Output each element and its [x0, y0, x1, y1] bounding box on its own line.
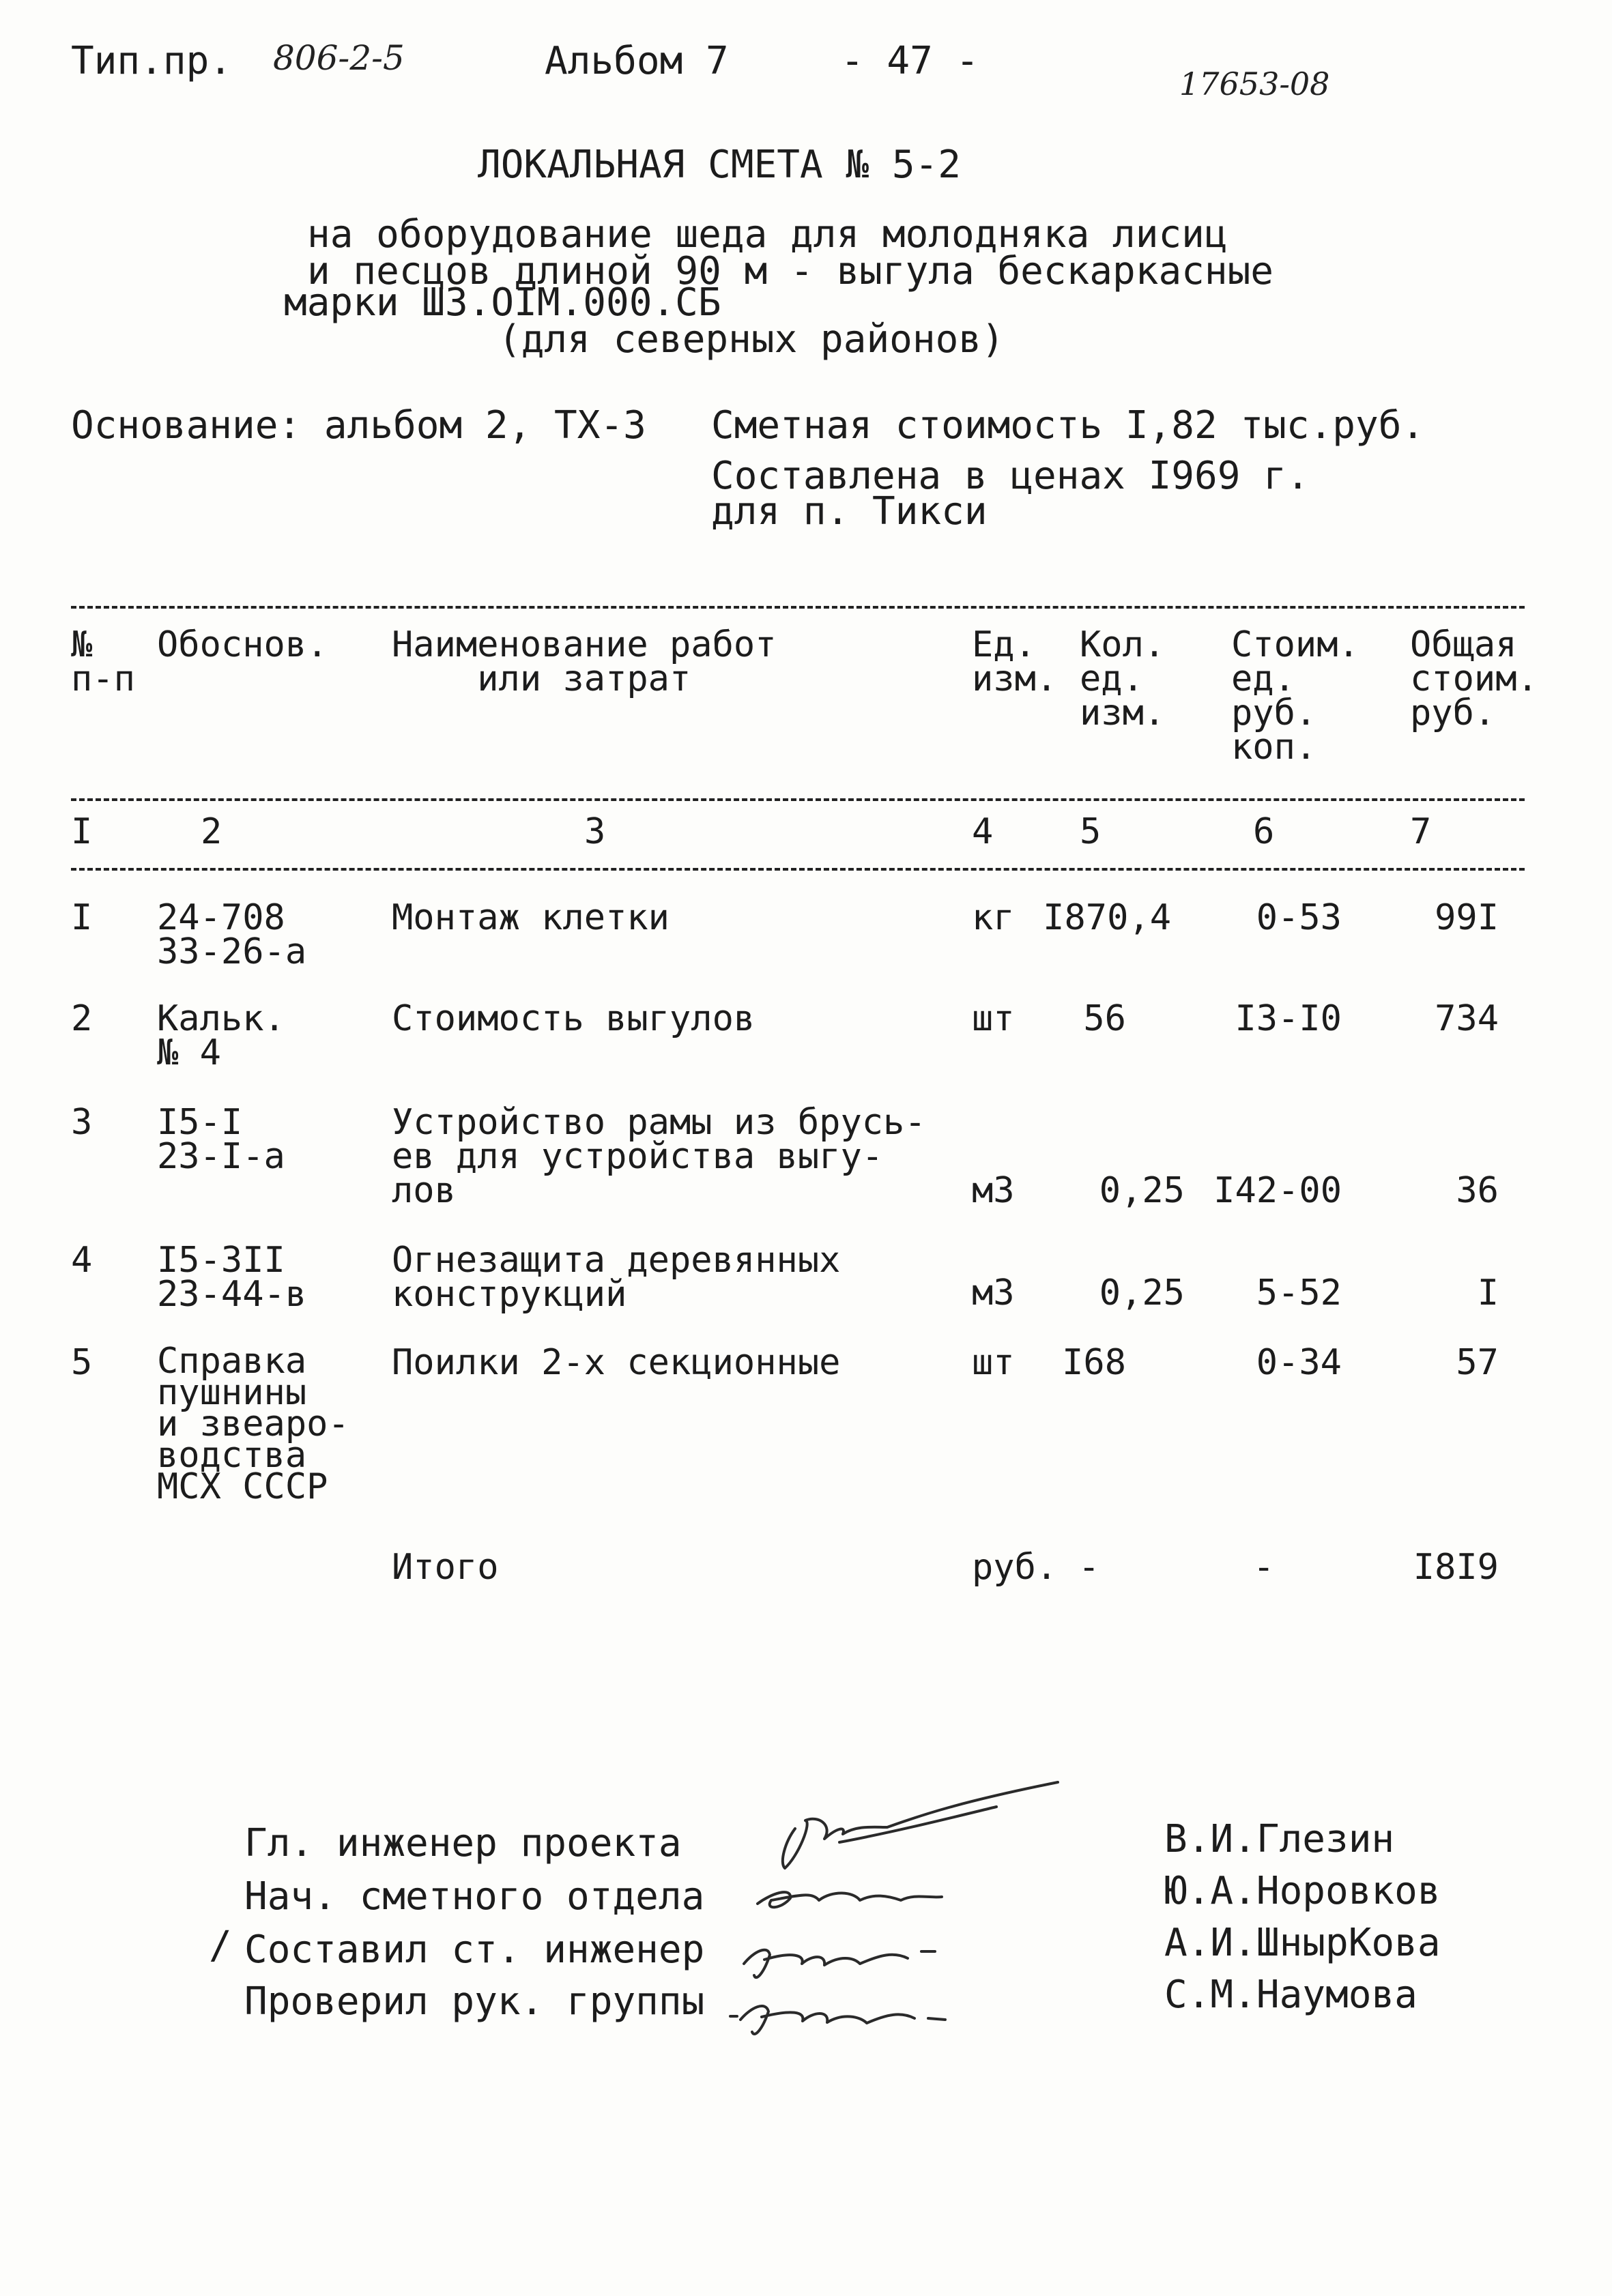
signature-name-naumova: С.М.Наумова: [1164, 1973, 1417, 2017]
row-4-num: 4: [71, 1240, 93, 1281]
col-number: 5: [1080, 811, 1102, 852]
row-2-total: 734: [1435, 998, 1499, 1039]
row-1-name: Монтаж клетки: [392, 897, 670, 938]
row-3-total: 36: [1456, 1170, 1499, 1211]
row-4-total: I: [1477, 1273, 1499, 1313]
signature-name-norovkov: Ю.А.Норовков: [1164, 1869, 1441, 1913]
table-top-rule: [71, 606, 1525, 609]
row-3-unit: м3: [972, 1170, 1015, 1211]
row-4-price: 5-52: [1256, 1273, 1342, 1313]
row-2-price: I3-I0: [1235, 998, 1342, 1039]
row-2-num: 2: [71, 998, 93, 1039]
row-2-unit: шт: [972, 998, 1015, 1039]
row-5-name: Поилки 2-х секционные: [392, 1342, 841, 1383]
price-location: для п. Тикси: [711, 489, 988, 534]
row-4-qty: 0,25: [1099, 1273, 1185, 1313]
document-heading: ЛОКАЛЬНАЯ СМЕТА № 5-2: [478, 143, 962, 187]
row-4-basis: I5-3II 23-44-в: [157, 1240, 307, 1315]
col-header-basis: Обоснов.: [157, 624, 328, 665]
row-1-unit: кг: [972, 897, 1015, 938]
row-1-total: 99I: [1435, 897, 1499, 938]
row-5-basis: Справка пушнины и звеаро- водства МСХ СССР: [157, 1341, 349, 1507]
row-5-qty: I68: [1062, 1342, 1126, 1383]
total-sum: I8I9: [1413, 1547, 1499, 1588]
row-5-price: 0-34: [1256, 1342, 1342, 1383]
row-2-basis: Кальк. № 4: [157, 998, 285, 1073]
signature-name-glezin: В.И.Глезин: [1164, 1817, 1395, 1861]
row-2-qty: 56: [1083, 998, 1126, 1039]
total-qty: -: [1078, 1547, 1100, 1588]
signature-role-checked-by: Проверил рук. группы: [244, 1979, 705, 2024]
signature-role-chief-engineer: Гл. инженер проекта: [244, 1821, 682, 1865]
archive-number-handwritten: 17653-08: [1179, 66, 1330, 102]
row-3-basis: I5-I 23-I-а: [157, 1102, 285, 1177]
album-label: Альбом 7: [545, 39, 729, 83]
col-number: 7: [1410, 811, 1432, 852]
row-5-total: 57: [1456, 1342, 1499, 1383]
row-3-name: Устройство рамы из брусь- ев для устройства выгу- лов: [392, 1102, 926, 1211]
signature-role-compiled-by: Составил ст. инженер: [244, 1928, 705, 1972]
signature-role-head-estimate: Нач. сметного отдела: [244, 1874, 705, 1919]
col-header-total: Общая стоим. руб.: [1410, 624, 1538, 733]
basis-reference: Основание: альбом 2, ТХ-3: [71, 403, 646, 448]
estimated-cost: Сметная стоимость I,82 тыс.руб.: [711, 403, 1425, 448]
col-number: I: [71, 811, 93, 852]
page-number: - 47 -: [841, 39, 979, 83]
row-3-num: 3: [71, 1102, 93, 1143]
signature-name-shnyrkova: А.И.ШнырКова: [1164, 1921, 1441, 1965]
row-1-price: 0-53: [1256, 897, 1342, 938]
row-5-num: 5: [71, 1342, 93, 1383]
col-number: 4: [972, 811, 994, 852]
title-line-4: (для северных районов): [498, 317, 1005, 362]
col-header-num: № п-п: [71, 624, 135, 699]
row-1-qty: I870,4: [1043, 897, 1171, 938]
signature-scribbles: [717, 1747, 1099, 2061]
row-1-num: I: [71, 897, 93, 938]
total-unit: руб.: [972, 1547, 1058, 1588]
header-bottom-rule: [71, 798, 1525, 801]
colnum-bottom-rule: [71, 868, 1525, 871]
row-3-price: I42-00: [1213, 1170, 1342, 1211]
row-5-unit: шт: [972, 1342, 1015, 1383]
row-2-name: Стоимость выгулов: [392, 998, 755, 1039]
row-4-name: Огнезащита деревянных конструкций: [392, 1240, 841, 1315]
title-line-3: марки ШЗ.ОIМ.000.СБ: [284, 280, 721, 325]
row-1-basis: 24-708 33-26-а: [157, 897, 307, 972]
title-line-1: на оборудование шеда для молодняка лисиц: [307, 212, 1228, 257]
col-number: 6: [1253, 811, 1275, 852]
signature-check-mark: /: [209, 1923, 232, 1968]
col-header-qty: Кол. ед. изм.: [1080, 624, 1166, 733]
col-header-unit: Ед. изм.: [972, 624, 1058, 699]
typ-number-handwritten: 806-2-5: [273, 38, 405, 78]
row-3-qty: 0,25: [1099, 1170, 1185, 1211]
total-price: -: [1253, 1547, 1275, 1588]
total-label: Итого: [392, 1547, 499, 1588]
col-header-name: Наименование работ или затрат: [392, 624, 777, 699]
col-number: 3: [584, 811, 606, 852]
col-header-price: Стоим. ед. руб. коп.: [1231, 624, 1359, 768]
typ-label: Тип.пр.: [71, 39, 233, 83]
title-line-2: и песцов длиной 90 м - выгула бескаркасные: [307, 249, 1274, 293]
col-number: 2: [201, 811, 222, 852]
price-year: Составлена в ценах I969 г.: [711, 454, 1310, 498]
row-4-unit: м3: [972, 1273, 1015, 1313]
